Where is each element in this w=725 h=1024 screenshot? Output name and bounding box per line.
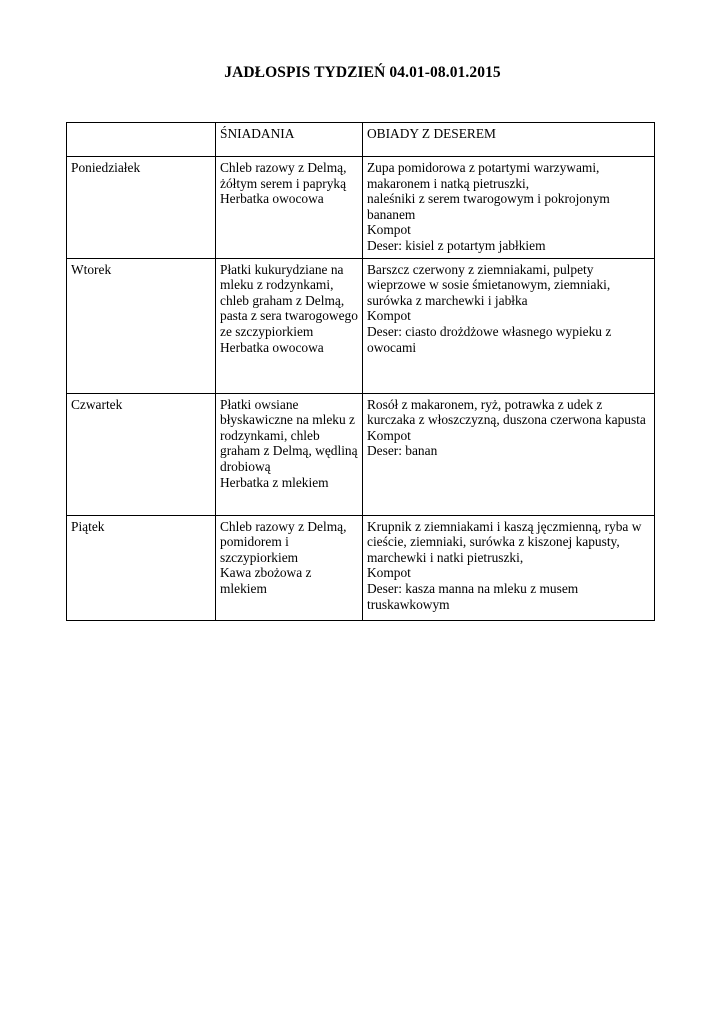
lunch-cell bbox=[363, 393, 655, 515]
menu-line: Herbatka z mlekiem bbox=[220, 474, 329, 490]
menu-line: Płatki kukurydziane na mleku z rodzynkami, chleb graham z Delmą, pasta z sera twarogowego ze szczypiorkiem bbox=[220, 261, 358, 339]
table-row bbox=[67, 515, 655, 620]
menu-line: Kompot bbox=[367, 427, 411, 443]
menu-line: naleśniki z serem twarogowym i pokrojonym bananem bbox=[367, 191, 610, 222]
menu-line: Deser: ciasto drożdżowe własnego wypieku z owocami bbox=[367, 323, 612, 355]
lunch-cell bbox=[363, 515, 655, 620]
menu-table bbox=[66, 122, 655, 621]
menu-line: Barszcz czerwony z ziemniakami, pulpety wieprzowe w sosie śmietanowym, ziemniaki, surówka z marchewki i jabłka bbox=[367, 261, 611, 308]
header-breakfast-cell: ŚNIADANIA bbox=[216, 123, 363, 157]
header-day-cell bbox=[67, 123, 216, 157]
header-lunch-cell: OBIADY Z DESEREM bbox=[363, 123, 655, 157]
breakfast-cell bbox=[216, 393, 363, 515]
menu-line: Kawa zbożowa z mlekiem bbox=[220, 565, 312, 596]
lunch-cell bbox=[363, 258, 655, 393]
menu-line: Zupa pomidorowa z potartymi warzywami, makaronem i natką pietruszki, bbox=[367, 160, 600, 191]
table-row bbox=[67, 157, 655, 259]
menu-line: Kompot bbox=[367, 222, 411, 238]
page-title: JADŁOSPIS TYDZIEŃ 04.01-08.01.2015 bbox=[224, 64, 501, 81]
day-cell: Poniedziałek bbox=[67, 157, 216, 259]
menu-line: Krupnik z ziemniakami i kaszą jęczmienną, ryba w cieście, ziemniaki, surówka z kiszonej kapusty, marchewki i natki pietruszki, bbox=[367, 518, 642, 565]
breakfast-cell bbox=[216, 258, 363, 393]
breakfast-cell bbox=[216, 157, 363, 259]
menu-line: Deser: kisiel z potartym jabłkiem bbox=[367, 237, 546, 253]
day-cell: Wtorek bbox=[67, 258, 216, 393]
breakfast-cell bbox=[216, 515, 363, 620]
menu-line: Rosół z makaronem, ryż, potrawka z udek z kurczaka z włoszczyzną, duszona czerwona kapusta bbox=[367, 396, 646, 428]
menu-line: Płatki owsiane błyskawiczne na mleku z rodzynkami, chleb graham z Delmą, wędliną drobiową bbox=[220, 396, 358, 474]
day-cell: Czwartek bbox=[67, 393, 216, 515]
menu-line: Deser: kasza manna na mleku z musem truskawkowym bbox=[367, 580, 579, 612]
lunch-cell bbox=[363, 157, 655, 259]
menu-line: Chleb razowy z Delmą, żółtym serem i papryką bbox=[220, 160, 347, 191]
menu-line: Herbatka owocowa bbox=[220, 191, 324, 207]
menu-line: Kompot bbox=[367, 308, 411, 324]
menu-line: Chleb razowy z Delmą, pomidorem i szczypiorkiem bbox=[220, 518, 347, 565]
menu-line: Kompot bbox=[367, 565, 411, 581]
day-cell: Piątek bbox=[67, 515, 216, 620]
menu-line: Herbatka owocowa bbox=[220, 339, 324, 355]
table-row bbox=[67, 393, 655, 515]
table-header-row bbox=[67, 123, 655, 157]
table-row bbox=[67, 258, 655, 393]
menu-line: Deser: banan bbox=[367, 443, 438, 459]
